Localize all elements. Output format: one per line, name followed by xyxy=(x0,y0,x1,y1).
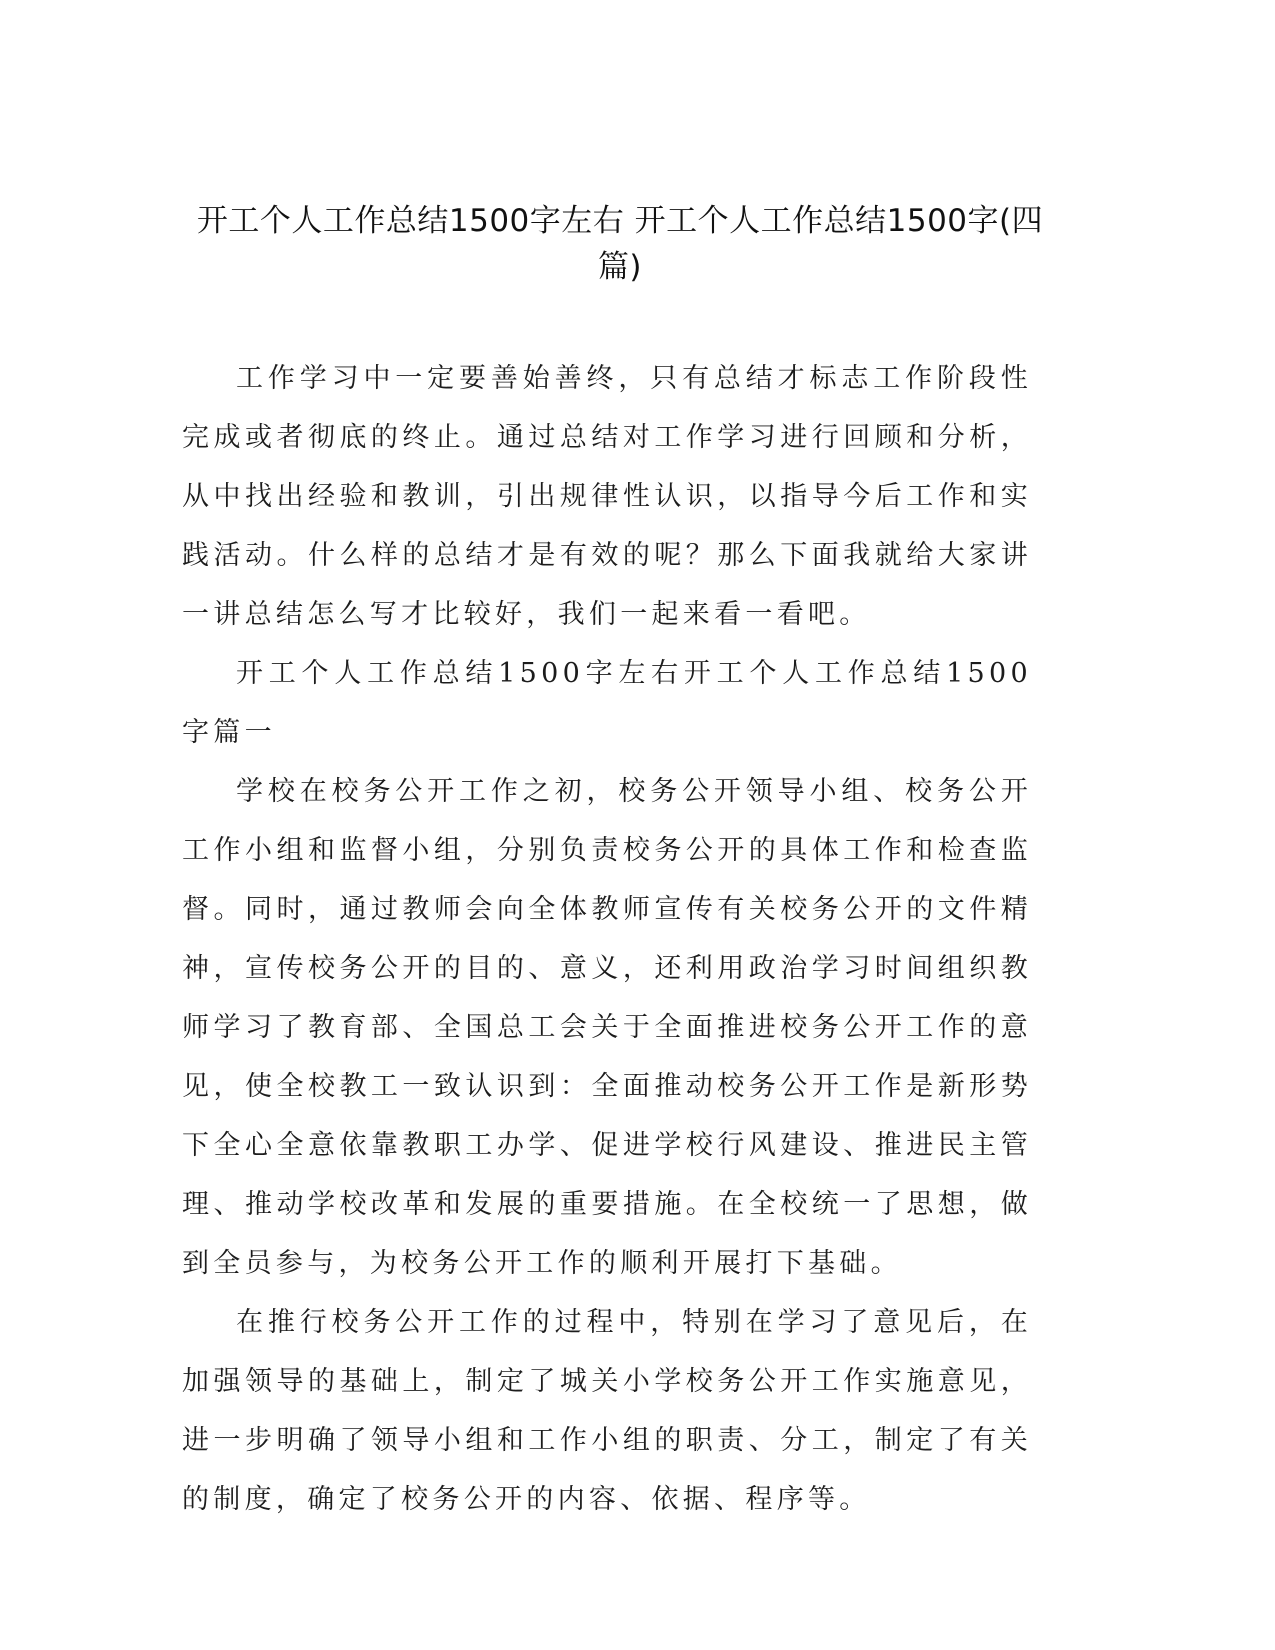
section-heading: 开工个人工作总结1500字左右开工个人工作总结1500字篇一 xyxy=(182,658,1032,748)
body-paragraph: 在推行校务公开工作的过程中，特别在学习了意见后，在加强领导的基础上，制定了城关小学校务公开工作实施意见，进一步明确了领导小组和工作小组的职责、分工，制定了有关的制度，确定了校务公开的内容、依据、程序等。 xyxy=(182,1307,1032,1515)
intro-paragraph: 工作学习中一定要善始善终，只有总结才标志工作阶段性完成或者彻底的终止。通过总结对工作学习进行回顾和分析，从中找出经验和教训，引出规律性认识，以指导今后工作和实践活动。什么样的总结才是有效的呢？那么下面我就给大家讲一讲总结怎么写才比较好，我们一起来看一看吧。 xyxy=(182,363,1032,630)
body-paragraph: 学校在校务公开工作之初，校务公开领导小组、校务公开工作小组和监督小组，分别负责校务公开的具体工作和检查监督。同时，通过教师会向全体教师宣传有关校务公开的文件精神，宣传校务公开的目的、意义，还利用政治学习时间组织教师学习了教育部、全国总工会关于全面推进校务公开工作的意见，使全校教工一致认识到：全面推动校务公开工作是新形势下全心全意依靠教职工办学、促进学校行风建设、推进民主管理、推动学校改革和发展的重要措施。在全校统一了思想，做到全员参与，为校务公开工作的顺利开展打下基础。 xyxy=(182,776,1032,1279)
document-body xyxy=(182,349,1032,1529)
document-title: 开工个人工作总结1500字左右 开工个人工作总结1500字(四篇) xyxy=(196,203,1044,285)
